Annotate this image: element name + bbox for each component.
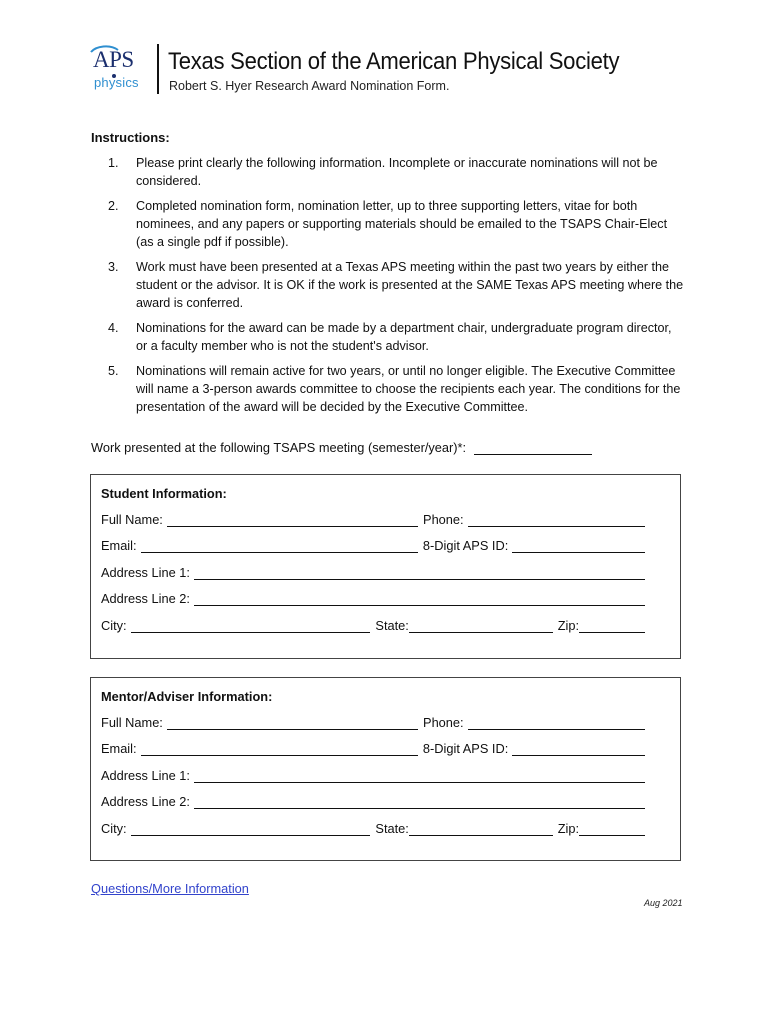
instruction-text: Nominations will remain active for two years, or until no longer eligible. The Executive Committee will name a 3-person awards committee to choose the recipients each year. The conditions for the presentation of the award will be decided by the Executive Committee. (136, 364, 681, 415)
mentor-address1-input[interactable] (194, 770, 645, 783)
aps-logo (88, 44, 150, 98)
mentor-info-box (90, 677, 681, 861)
student-address1-label: Address Line 1: (101, 565, 190, 580)
student-aps-id-input[interactable] (512, 540, 645, 553)
mentor-phone-input[interactable] (468, 717, 645, 730)
student-city-input[interactable] (131, 620, 371, 633)
student-address2-input[interactable] (194, 593, 645, 606)
mentor-zip-input[interactable] (579, 823, 645, 836)
instruction-item (108, 258, 684, 313)
instruction-number: 2. (108, 198, 119, 213)
mentor-zip-label: Zip: (557, 821, 580, 836)
mentor-address1-row (101, 768, 645, 783)
instruction-number: 5. (108, 364, 119, 379)
mentor-name-row (101, 715, 645, 730)
student-address1-input[interactable] (194, 567, 645, 580)
instruction-text: Completed nomination form, nomination letter, up to three supporting letters, vitae for both nominees, and any papers or supporting materials should be emailed to the TSAPS Chair-Elect (as a single pdf if possible). (136, 198, 668, 250)
student-zip-input[interactable] (579, 620, 645, 633)
logo-physics-text: physics (94, 75, 139, 90)
mentor-phone-label: Phone: (423, 715, 464, 730)
mentor-address2-input[interactable] (194, 796, 645, 809)
student-state-label: State: (375, 618, 409, 633)
mentor-state-input[interactable] (409, 823, 553, 836)
instruction-item (108, 154, 684, 190)
revision-date: Aug 2021 (644, 898, 683, 908)
student-zip-label: Zip: (557, 618, 580, 633)
instruction-text: Please print clearly the following information. Incomplete or inaccurate nominations will not be considered. (136, 156, 658, 189)
instruction-item (108, 362, 684, 417)
student-city-row (101, 618, 645, 633)
student-address2-label: Address Line 2: (101, 591, 190, 606)
instructions-list (108, 154, 684, 423)
instruction-number: 1. (108, 156, 119, 170)
questions-link[interactable]: Questions/More Information (91, 881, 249, 896)
student-phone-input[interactable] (468, 514, 645, 527)
page-subtitle: Robert S. Hyer Research Award Nomination Form. (169, 79, 450, 93)
student-aps-id-label: 8-Digit APS ID: (422, 538, 509, 553)
mentor-email-label: Email: (101, 741, 137, 756)
mentor-aps-id-input[interactable] (512, 743, 645, 756)
instruction-text: Work must have been presented at a Texas APS meeting within the past two years by either the student or the advisor. It is OK if the work is presented at the SAME Texas APS meeting where the award is conferred. (136, 260, 684, 311)
student-name-row (101, 512, 645, 527)
mentor-full-name-label: Full Name: (101, 715, 163, 730)
mentor-aps-id-label: 8-Digit APS ID: (422, 741, 509, 756)
instruction-number: 4. (108, 321, 119, 336)
mentor-city-input[interactable] (131, 823, 371, 836)
student-full-name-label: Full Name: (101, 512, 163, 527)
mentor-city-row (101, 821, 645, 836)
instruction-number: 3. (108, 260, 119, 275)
student-address1-row (101, 565, 645, 580)
student-info-box (90, 474, 681, 659)
page-title: Texas Section of the American Physical Society (168, 48, 620, 75)
student-email-row (101, 538, 645, 553)
instruction-item (108, 319, 684, 355)
instructions-heading: Instructions: (91, 130, 170, 145)
logo-aps-text: APS (93, 47, 134, 72)
meeting-field-row (91, 440, 592, 455)
student-city-label: City: (101, 618, 127, 633)
mentor-heading: Mentor/Adviser Information: (101, 689, 273, 704)
instruction-item (108, 197, 684, 252)
mentor-address2-label: Address Line 2: (101, 794, 190, 809)
meeting-input[interactable] (474, 442, 592, 455)
mentor-state-label: State: (375, 821, 409, 836)
header-divider (157, 44, 159, 94)
student-email-input[interactable] (141, 540, 418, 553)
mentor-email-row (101, 741, 645, 756)
mentor-email-input[interactable] (141, 743, 418, 756)
student-heading: Student Information: (101, 486, 227, 501)
meeting-label: Work presented at the following TSAPS meeting (semester/year)*: (91, 440, 467, 455)
student-address2-row (101, 591, 645, 606)
instruction-text: Nominations for the award can be made by a department chair, undergraduate program director, or a faculty member who is not the student's advisor. (136, 321, 672, 354)
student-phone-label: Phone: (423, 512, 464, 527)
mentor-city-label: City: (101, 821, 127, 836)
student-email-label: Email: (101, 538, 137, 553)
student-full-name-input[interactable] (167, 514, 418, 527)
mentor-full-name-input[interactable] (167, 717, 418, 730)
mentor-address2-row (101, 794, 645, 809)
mentor-address1-label: Address Line 1: (101, 768, 190, 783)
student-state-input[interactable] (409, 620, 553, 633)
